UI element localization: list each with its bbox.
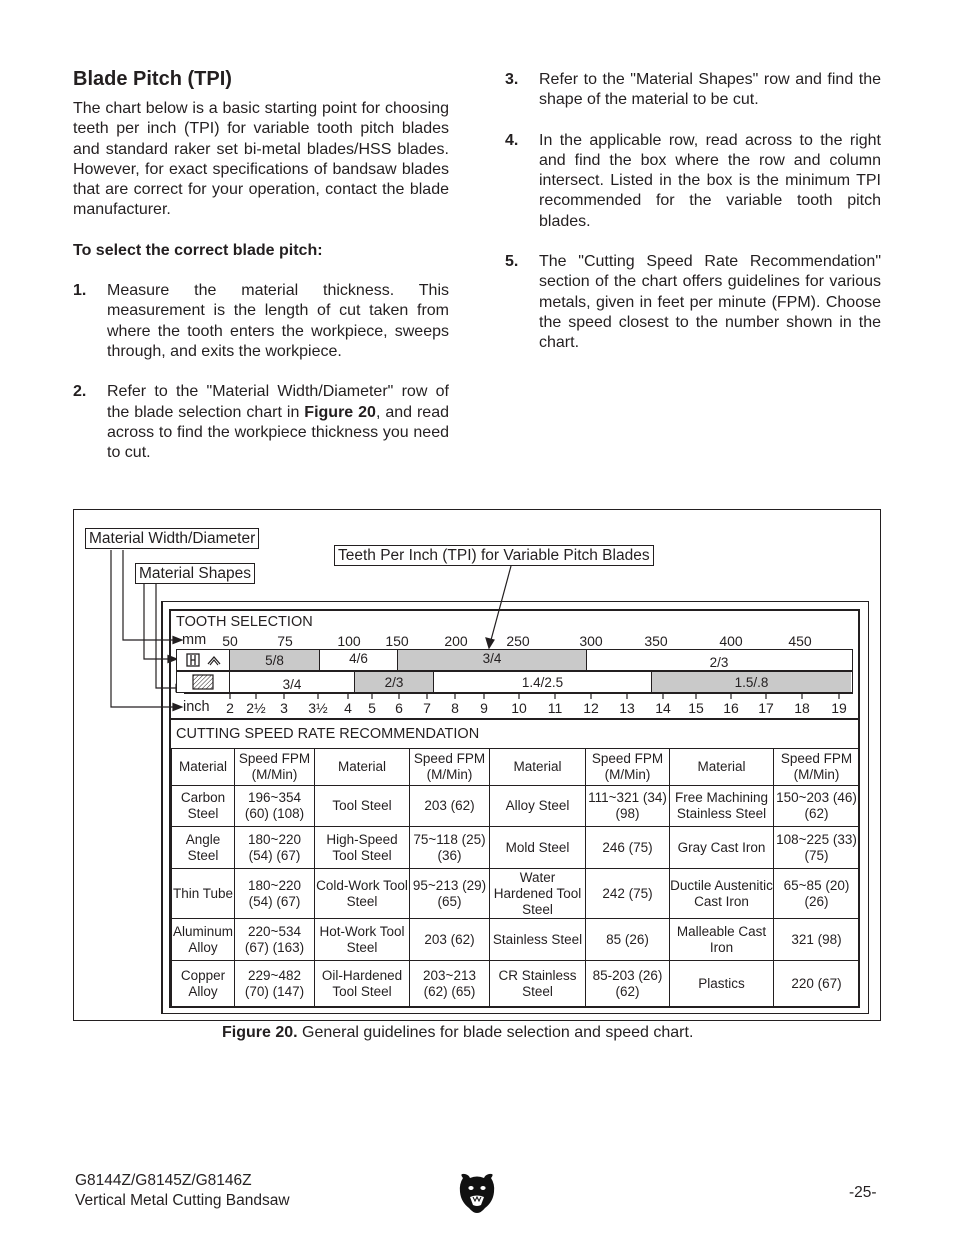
step-text: The "Cutting Speed Rate Recommendation" section of the chart offers guidelines for various metals, given in feet per minute (FPM). Choose the speed closest to the number shown in the chart.: [539, 253, 881, 352]
step-text: In the applicable row, read across to the right and find the box where the row and column intersect. Listed in the box is the minimum TPI recommended for the variable tooth pitch blades.: [539, 131, 881, 230]
inch-tick: 8: [451, 700, 459, 716]
inch-tick: 3½: [308, 700, 328, 716]
table-row: [172, 786, 860, 827]
select-heading: To select the correct blade pitch:: [73, 241, 323, 259]
table-cell: Angle Steel: [172, 827, 235, 869]
column-header: Material: [172, 749, 235, 786]
footer-left: [75, 1171, 290, 1211]
tpi-cell: 1.5/.8: [651, 672, 851, 692]
step-number: 4.: [505, 131, 519, 149]
mm-label: mm: [182, 632, 207, 648]
intro-paragraph: The chart below is a basic starting point for choosing teeth per inch (TPI) for variable tooth pitch blades and standard raker set bi-metal blades/HSS blades. However, for exact specifications of bandsaw blades that are correct for your operation, contact the blade manufacturer.: [73, 100, 449, 219]
step-text: Measure the material thickness. This measurement is the length of cut taken from where the tooth enters the workpiece, sweeps through, and exits the workpiece.: [107, 282, 449, 360]
table-cell: Stainless Steel: [490, 919, 586, 961]
column-header: Material: [670, 749, 774, 786]
callout-tpi: Teeth Per Inch (TPI) for Variable Pitch Blades: [334, 545, 654, 566]
mm-tick: 350: [644, 633, 668, 649]
table-cell: 246 (75): [586, 827, 670, 869]
table-row: [172, 961, 860, 1007]
mm-tick: 75: [277, 633, 293, 649]
table-cell: CR Stainless Steel: [490, 961, 586, 1007]
table-cell: 180~220 (54) (67): [235, 869, 315, 919]
mm-tick: 200: [444, 633, 468, 649]
step-number: 5.: [505, 253, 519, 271]
inch-tick: 13: [619, 700, 635, 716]
tpi-cell: 3/4: [397, 650, 587, 670]
speed-table: [171, 748, 860, 1007]
table-cell: 203 (62): [410, 786, 490, 827]
caption-text: General guidelines for blade selection and speed chart.: [297, 1024, 694, 1041]
inch-label: inch: [183, 699, 210, 715]
table-row: [172, 919, 860, 961]
solid-tube-shape-icon: [181, 653, 225, 667]
table-cell: Gray Cast Iron: [670, 827, 774, 869]
table-row: [172, 869, 860, 919]
inch-tick: 7: [423, 700, 431, 716]
table-cell: 95~213 (29) (65): [410, 869, 490, 919]
column-header: Speed FPM (M/Min): [410, 749, 490, 786]
table-cell: Hot-Work Tool Steel: [315, 919, 410, 961]
table-cell: Thin Tube: [172, 869, 235, 919]
table-cell: 196~354 (60) (108): [235, 786, 315, 827]
column-header: Speed FPM (M/Min): [235, 749, 315, 786]
tpi-row-solid-tube: [176, 649, 853, 671]
caption-label: Figure 20.: [222, 1024, 298, 1041]
inch-tick: 17: [758, 700, 774, 716]
table-cell: Water Hardened Tool Steel: [490, 869, 586, 919]
table-cell: Cold-Work Tool Steel: [315, 869, 410, 919]
inch-tick: 4: [344, 700, 352, 716]
table-cell: Tool Steel: [315, 786, 410, 827]
column-header: Speed FPM (M/Min): [774, 749, 860, 786]
step-text: Refer to the "Material Shapes" row and find the shape of the material to be cut.: [539, 71, 881, 109]
table-cell: 65~85 (20) (26): [774, 869, 860, 919]
table-cell: Carbon Steel: [172, 786, 235, 827]
inch-tick: 12: [583, 700, 599, 716]
table-cell: Copper Alloy: [172, 961, 235, 1007]
callout-material-shapes: Material Shapes: [135, 563, 255, 584]
mm-tick: 50: [222, 633, 238, 649]
tpi-cell: 3/4: [229, 672, 354, 692]
table-cell: Alloy Steel: [490, 786, 586, 827]
step-number: 1.: [73, 282, 87, 300]
tooth-selection-title: TOOTH SELECTION: [176, 614, 313, 630]
inch-tick: 18: [794, 700, 810, 716]
table-cell: Ductile Austenitic Cast Iron: [670, 869, 774, 919]
table-cell: 180~220 (54) (67): [235, 827, 315, 869]
tpi-cell: 2/3: [354, 672, 434, 692]
speed-section-title: CUTTING SPEED RATE RECOMMENDATION: [176, 726, 480, 742]
table-cell: Aluminum Alloy: [172, 919, 235, 961]
figure-reference: Figure 20: [304, 403, 376, 421]
table-header-row: [172, 749, 860, 786]
callout-material-width: Material Width/Diameter: [85, 528, 259, 549]
table-cell: Free Machining Stainless Steel: [670, 786, 774, 827]
table-cell: Plastics: [670, 961, 774, 1007]
table-cell: 220~534 (67) (163): [235, 919, 315, 961]
inch-tick: 6: [395, 700, 403, 716]
tpi-cell: 2/3: [709, 655, 729, 670]
table-cell: Malleable Cast Iron: [670, 919, 774, 961]
bear-logo-icon: [457, 1172, 497, 1214]
table-cell: 203~213 (62) (65): [410, 961, 490, 1007]
table-cell: 85 (26): [586, 919, 670, 961]
shape-icons: [177, 672, 229, 692]
tpi-row-hatched: [176, 671, 853, 693]
inch-tick-marks: [0, 693, 954, 701]
table-cell: Mold Steel: [490, 827, 586, 869]
tpi-cell: 1.4/2.5: [521, 674, 564, 690]
table-cell: 85-203 (26) (62): [586, 961, 670, 1007]
tpi-cell: 4/6: [319, 650, 397, 670]
inch-tick: 9: [480, 700, 488, 716]
table-cell: High-Speed Tool Steel: [315, 827, 410, 869]
column-header: Speed FPM (M/Min): [586, 749, 670, 786]
column-header: Material: [315, 749, 410, 786]
inch-tick: 11: [547, 700, 563, 716]
tpi-cell: 5/8: [229, 650, 319, 670]
inch-tick: 5: [368, 700, 376, 716]
figure-caption: [222, 1024, 693, 1042]
table-cell: 108~225 (33) (75): [774, 827, 860, 869]
footer-product: Vertical Metal Cutting Bandsaw: [75, 1192, 290, 1209]
mm-tick: 250: [506, 633, 530, 649]
step-number: 3.: [505, 71, 519, 88]
step-number: 2.: [73, 383, 87, 401]
table-cell: 150~203 (46) (62): [774, 786, 860, 827]
mm-tick: 400: [719, 633, 743, 649]
section-divider: [169, 718, 860, 720]
table-cell: 321 (98): [774, 919, 860, 961]
inch-tick: 14: [655, 700, 671, 716]
table-cell: 75~118 (25) (36): [410, 827, 490, 869]
inch-tick: 19: [831, 700, 847, 716]
table-cell: Oil-Hardened Tool Steel: [315, 961, 410, 1007]
hatched-shape-icon: [191, 674, 215, 690]
step-text-part: , and read across to find the workpiece thickness you need to cut.: [107, 403, 449, 462]
table-cell: 203 (62): [410, 919, 490, 961]
section-heading: Blade Pitch (TPI): [73, 68, 232, 90]
table-cell: 220 (67): [774, 961, 860, 1007]
shape-icons: [177, 650, 229, 670]
page-number: -25-: [849, 1184, 877, 1201]
footer-model: G8144Z/G8145Z/G8146Z: [75, 1172, 252, 1189]
inch-tick: 15: [688, 700, 704, 716]
inch-tick: 2½: [246, 700, 266, 716]
table-cell: 229~482 (70) (147): [235, 961, 315, 1007]
step-text-part: Refer to the "Material Width/Diameter" row of the blade selection chart in: [107, 383, 449, 421]
inch-tick: 10: [511, 700, 527, 716]
mm-tick: 150: [385, 633, 409, 649]
inch-tick: 16: [723, 700, 739, 716]
table-cell: 242 (75): [586, 869, 670, 919]
mm-tick: 450: [788, 633, 812, 649]
column-header: Material: [490, 749, 586, 786]
inch-tick: 2: [226, 700, 234, 716]
inch-tick: 3: [280, 700, 288, 716]
mm-tick: 100: [337, 633, 361, 649]
mm-tick: 300: [579, 633, 603, 649]
table-row: [172, 827, 860, 869]
table-cell: 111~321 (34) (98): [586, 786, 670, 827]
